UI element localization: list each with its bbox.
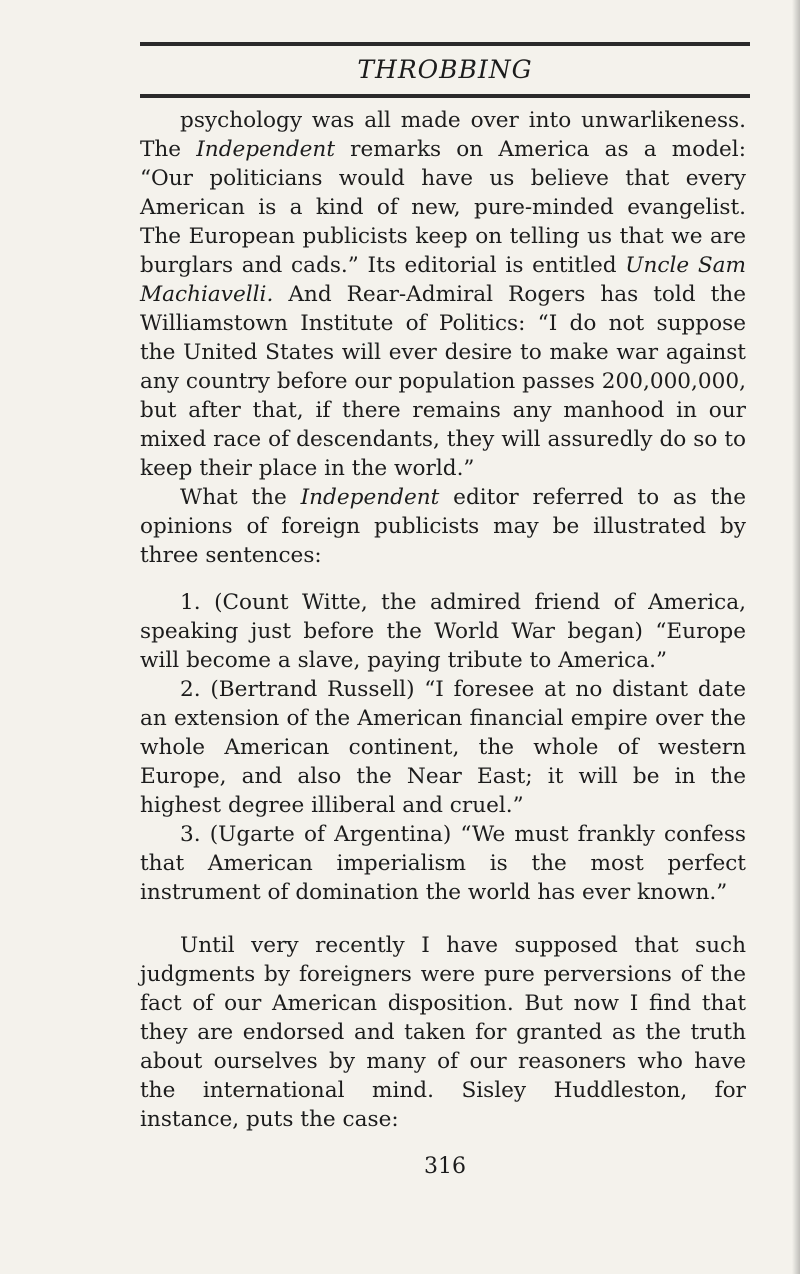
paragraph-1 (140, 106, 746, 483)
italic-text: Independent (300, 485, 440, 510)
paragraph-final (140, 931, 746, 1134)
header-rule-bottom (140, 94, 750, 98)
numbered-quote-1 (140, 588, 746, 675)
text-run: What the (180, 485, 301, 510)
text-run: psychology was all made over into unwarlikeness. The (140, 108, 746, 162)
text-run: editor referred to as the opinions of foreign publicists may be illustrated by three sentences: (140, 485, 746, 568)
running-head-title: THROBBING (357, 55, 533, 84)
numbered-quote-2 (140, 675, 746, 820)
numbered-quote-3 (140, 820, 746, 907)
paragraph-2 (140, 483, 746, 570)
text-run: Until very recently I have supposed that such judgments by foreigners were pure perversions of the fact of our American disposition. But now I find that they are endorsed and taken for granted as the truth about ourselves by many of our reasoners who have the international mind. Sisley Huddleston, for instance, puts the case: (140, 933, 746, 1132)
text-run: 3. (Ugarte of Argentina) “We must frankly confess that American imperialism is the most perfect instrument of domination the world has ever known.” (140, 822, 746, 905)
text-run: remarks on America as a model: “Our politicians would have us believe that every American is a kind of new, pure-minded evangelist. The European publicists keep on telling us that we are burglars and cads.” Its editorial is entitled (140, 137, 746, 278)
body-text (140, 106, 746, 1134)
page-edge-shadow (792, 0, 800, 1274)
text-run: 2. (Bertrand Russell) “I foresee at no distant date an extension of the American financial empire over the whole American continent, the whole of western Europe, and also the Near East; it will be in the highest degree illiberal and cruel.” (140, 677, 746, 818)
header-rule-top (140, 42, 750, 46)
italic-text: Independent (196, 137, 336, 162)
page-number: 316 (424, 1154, 466, 1179)
italic-text: Uncle Sam Machiavelli. (140, 253, 746, 307)
running-head (140, 42, 750, 98)
text-run: 1. (Count Witte, the admired friend of America, speaking just before the World War began) “Europe will become a slave, paying tribute to America.” (140, 590, 746, 673)
text-run: And Rear-Admiral Rogers has told the Williamstown Institute of Politics: “I do not suppose the United States will ever desire to make war against any country before our population passes 200,000,000, but after that, if there remains any manhood in our mixed race of descendants, they will assuredly do so to keep their place in the world.” (140, 282, 746, 481)
